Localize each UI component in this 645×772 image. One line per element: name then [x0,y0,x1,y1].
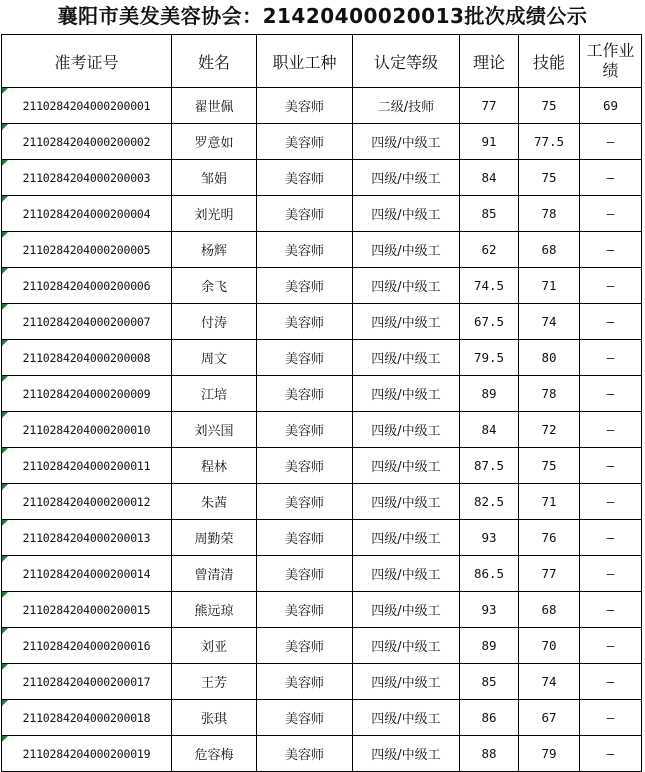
cell-name: 程林 [172,448,257,484]
cell-occupation: 美容师 [257,520,353,556]
cell-occupation: 美容师 [257,412,353,448]
cell-occupation: 美容师 [257,592,353,628]
table-row [2,700,642,736]
cell-exam-id: 2110284204000200007 [2,304,172,340]
cell-exam-id: 2110284204000200016 [2,628,172,664]
cell-level: 四级/中级工 [353,232,460,268]
cell-level: 二级/技师 [353,88,460,124]
cell-name: 王芳 [172,664,257,700]
cell-occupation: 美容师 [257,628,353,664]
cell-work-performance: — [580,376,642,412]
table-row [2,232,642,268]
cell-theory: 87.5 [460,448,519,484]
cell-work-performance: — [580,592,642,628]
table-row [2,268,642,304]
cell-work-performance: — [580,304,642,340]
cell-name: 危容梅 [172,736,257,772]
cell-skill: 75 [519,160,580,196]
table-row [2,340,642,376]
cell-theory: 85 [460,196,519,232]
cell-work-performance: 69 [580,88,642,124]
cell-theory: 77 [460,88,519,124]
cell-work-performance: — [580,196,642,232]
table-row [2,592,642,628]
cell-level: 四级/中级工 [353,448,460,484]
cell-skill: 68 [519,232,580,268]
cell-name: 罗意如 [172,124,257,160]
results-table [1,34,642,772]
cell-occupation: 美容师 [257,664,353,700]
cell-level: 四级/中级工 [353,268,460,304]
cell-occupation: 美容师 [257,340,353,376]
cell-level: 四级/中级工 [353,412,460,448]
table-row [2,376,642,412]
cell-theory: 89 [460,376,519,412]
cell-exam-id: 2110284204000200011 [2,448,172,484]
cell-theory: 82.5 [460,484,519,520]
cell-work-performance: — [580,736,642,772]
cell-theory: 84 [460,412,519,448]
cell-theory: 79.5 [460,340,519,376]
table-row [2,124,642,160]
cell-exam-id: 2110284204000200010 [2,412,172,448]
cell-level: 四级/中级工 [353,484,460,520]
table-row [2,196,642,232]
cell-exam-id: 2110284204000200014 [2,556,172,592]
cell-name: 曾清清 [172,556,257,592]
cell-work-performance: — [580,340,642,376]
header-exam-id: 准考证号 [2,35,172,88]
cell-exam-id: 2110284204000200003 [2,160,172,196]
cell-work-performance: — [580,124,642,160]
cell-theory: 67.5 [460,304,519,340]
cell-level: 四级/中级工 [353,160,460,196]
cell-level: 四级/中级工 [353,304,460,340]
cell-skill: 78 [519,376,580,412]
cell-skill: 80 [519,340,580,376]
cell-occupation: 美容师 [257,556,353,592]
cell-exam-id: 2110284204000200012 [2,484,172,520]
cell-skill: 74 [519,304,580,340]
cell-skill: 72 [519,412,580,448]
cell-skill: 71 [519,268,580,304]
cell-occupation: 美容师 [257,124,353,160]
cell-skill: 77 [519,556,580,592]
cell-theory: 62 [460,232,519,268]
cell-name: 杨辉 [172,232,257,268]
cell-work-performance: — [580,664,642,700]
cell-level: 四级/中级工 [353,628,460,664]
cell-theory: 86 [460,700,519,736]
cell-name: 付涛 [172,304,257,340]
table-row [2,448,642,484]
cell-level: 四级/中级工 [353,700,460,736]
cell-level: 四级/中级工 [353,376,460,412]
cell-name: 邹娟 [172,160,257,196]
cell-theory: 89 [460,628,519,664]
cell-level: 四级/中级工 [353,556,460,592]
cell-work-performance: — [580,520,642,556]
header-level: 认定等级 [353,35,460,88]
cell-exam-id: 2110284204000200004 [2,196,172,232]
cell-skill: 77.5 [519,124,580,160]
cell-name: 周勤荣 [172,520,257,556]
cell-exam-id: 2110284204000200008 [2,340,172,376]
cell-name: 周文 [172,340,257,376]
cell-name: 朱茜 [172,484,257,520]
table-row [2,628,642,664]
header-skill: 技能 [519,35,580,88]
header-work-performance: 工作业绩 [580,35,642,88]
header-row [2,35,642,88]
cell-level: 四级/中级工 [353,520,460,556]
cell-level: 四级/中级工 [353,340,460,376]
table-row [2,160,642,196]
page-title: 襄阳市美发美容协会：21420400020013批次成绩公示 [57,4,588,28]
table-body [2,88,642,772]
cell-name: 熊远琼 [172,592,257,628]
cell-exam-id: 2110284204000200001 [2,88,172,124]
cell-theory: 86.5 [460,556,519,592]
table-row [2,664,642,700]
table-row [2,304,642,340]
cell-name: 翟世佩 [172,88,257,124]
cell-theory: 93 [460,592,519,628]
cell-work-performance: — [580,232,642,268]
cell-skill: 76 [519,520,580,556]
cell-occupation: 美容师 [257,448,353,484]
cell-occupation: 美容师 [257,88,353,124]
cell-occupation: 美容师 [257,160,353,196]
cell-occupation: 美容师 [257,196,353,232]
cell-skill: 70 [519,628,580,664]
cell-work-performance: — [580,628,642,664]
cell-work-performance: — [580,484,642,520]
cell-level: 四级/中级工 [353,592,460,628]
cell-name: 余飞 [172,268,257,304]
cell-name: 江培 [172,376,257,412]
cell-theory: 84 [460,160,519,196]
cell-exam-id: 2110284204000200009 [2,376,172,412]
cell-skill: 79 [519,736,580,772]
cell-name: 张琪 [172,700,257,736]
cell-occupation: 美容师 [257,304,353,340]
cell-exam-id: 2110284204000200017 [2,664,172,700]
header-name: 姓名 [172,35,257,88]
cell-work-performance: — [580,448,642,484]
cell-exam-id: 2110284204000200013 [2,520,172,556]
cell-exam-id: 2110284204000200019 [2,736,172,772]
table-row [2,556,642,592]
cell-name: 刘光明 [172,196,257,232]
header-occupation: 职业工种 [257,35,353,88]
cell-skill: 68 [519,592,580,628]
cell-name: 刘亚 [172,628,257,664]
cell-work-performance: — [580,268,642,304]
table-row [2,88,642,124]
cell-skill: 78 [519,196,580,232]
cell-work-performance: — [580,160,642,196]
cell-skill: 67 [519,700,580,736]
cell-work-performance: — [580,412,642,448]
cell-exam-id: 2110284204000200015 [2,592,172,628]
cell-skill: 75 [519,88,580,124]
cell-occupation: 美容师 [257,268,353,304]
cell-exam-id: 2110284204000200002 [2,124,172,160]
cell-theory: 91 [460,124,519,160]
header-theory: 理论 [460,35,519,88]
cell-skill: 71 [519,484,580,520]
cell-theory: 74.5 [460,268,519,304]
cell-occupation: 美容师 [257,376,353,412]
cell-level: 四级/中级工 [353,196,460,232]
cell-work-performance: — [580,700,642,736]
cell-occupation: 美容师 [257,736,353,772]
cell-occupation: 美容师 [257,232,353,268]
cell-occupation: 美容师 [257,700,353,736]
cell-level: 四级/中级工 [353,124,460,160]
table-row [2,412,642,448]
table-row [2,520,642,556]
cell-theory: 88 [460,736,519,772]
cell-theory: 85 [460,664,519,700]
cell-exam-id: 2110284204000200006 [2,268,172,304]
cell-level: 四级/中级工 [353,664,460,700]
table-row [2,484,642,520]
cell-name: 刘兴国 [172,412,257,448]
cell-theory: 93 [460,520,519,556]
table-row [2,736,642,772]
cell-level: 四级/中级工 [353,736,460,772]
cell-exam-id: 2110284204000200018 [2,700,172,736]
cell-skill: 75 [519,448,580,484]
cell-occupation: 美容师 [257,484,353,520]
cell-skill: 74 [519,664,580,700]
cell-work-performance: — [580,556,642,592]
cell-exam-id: 2110284204000200005 [2,232,172,268]
